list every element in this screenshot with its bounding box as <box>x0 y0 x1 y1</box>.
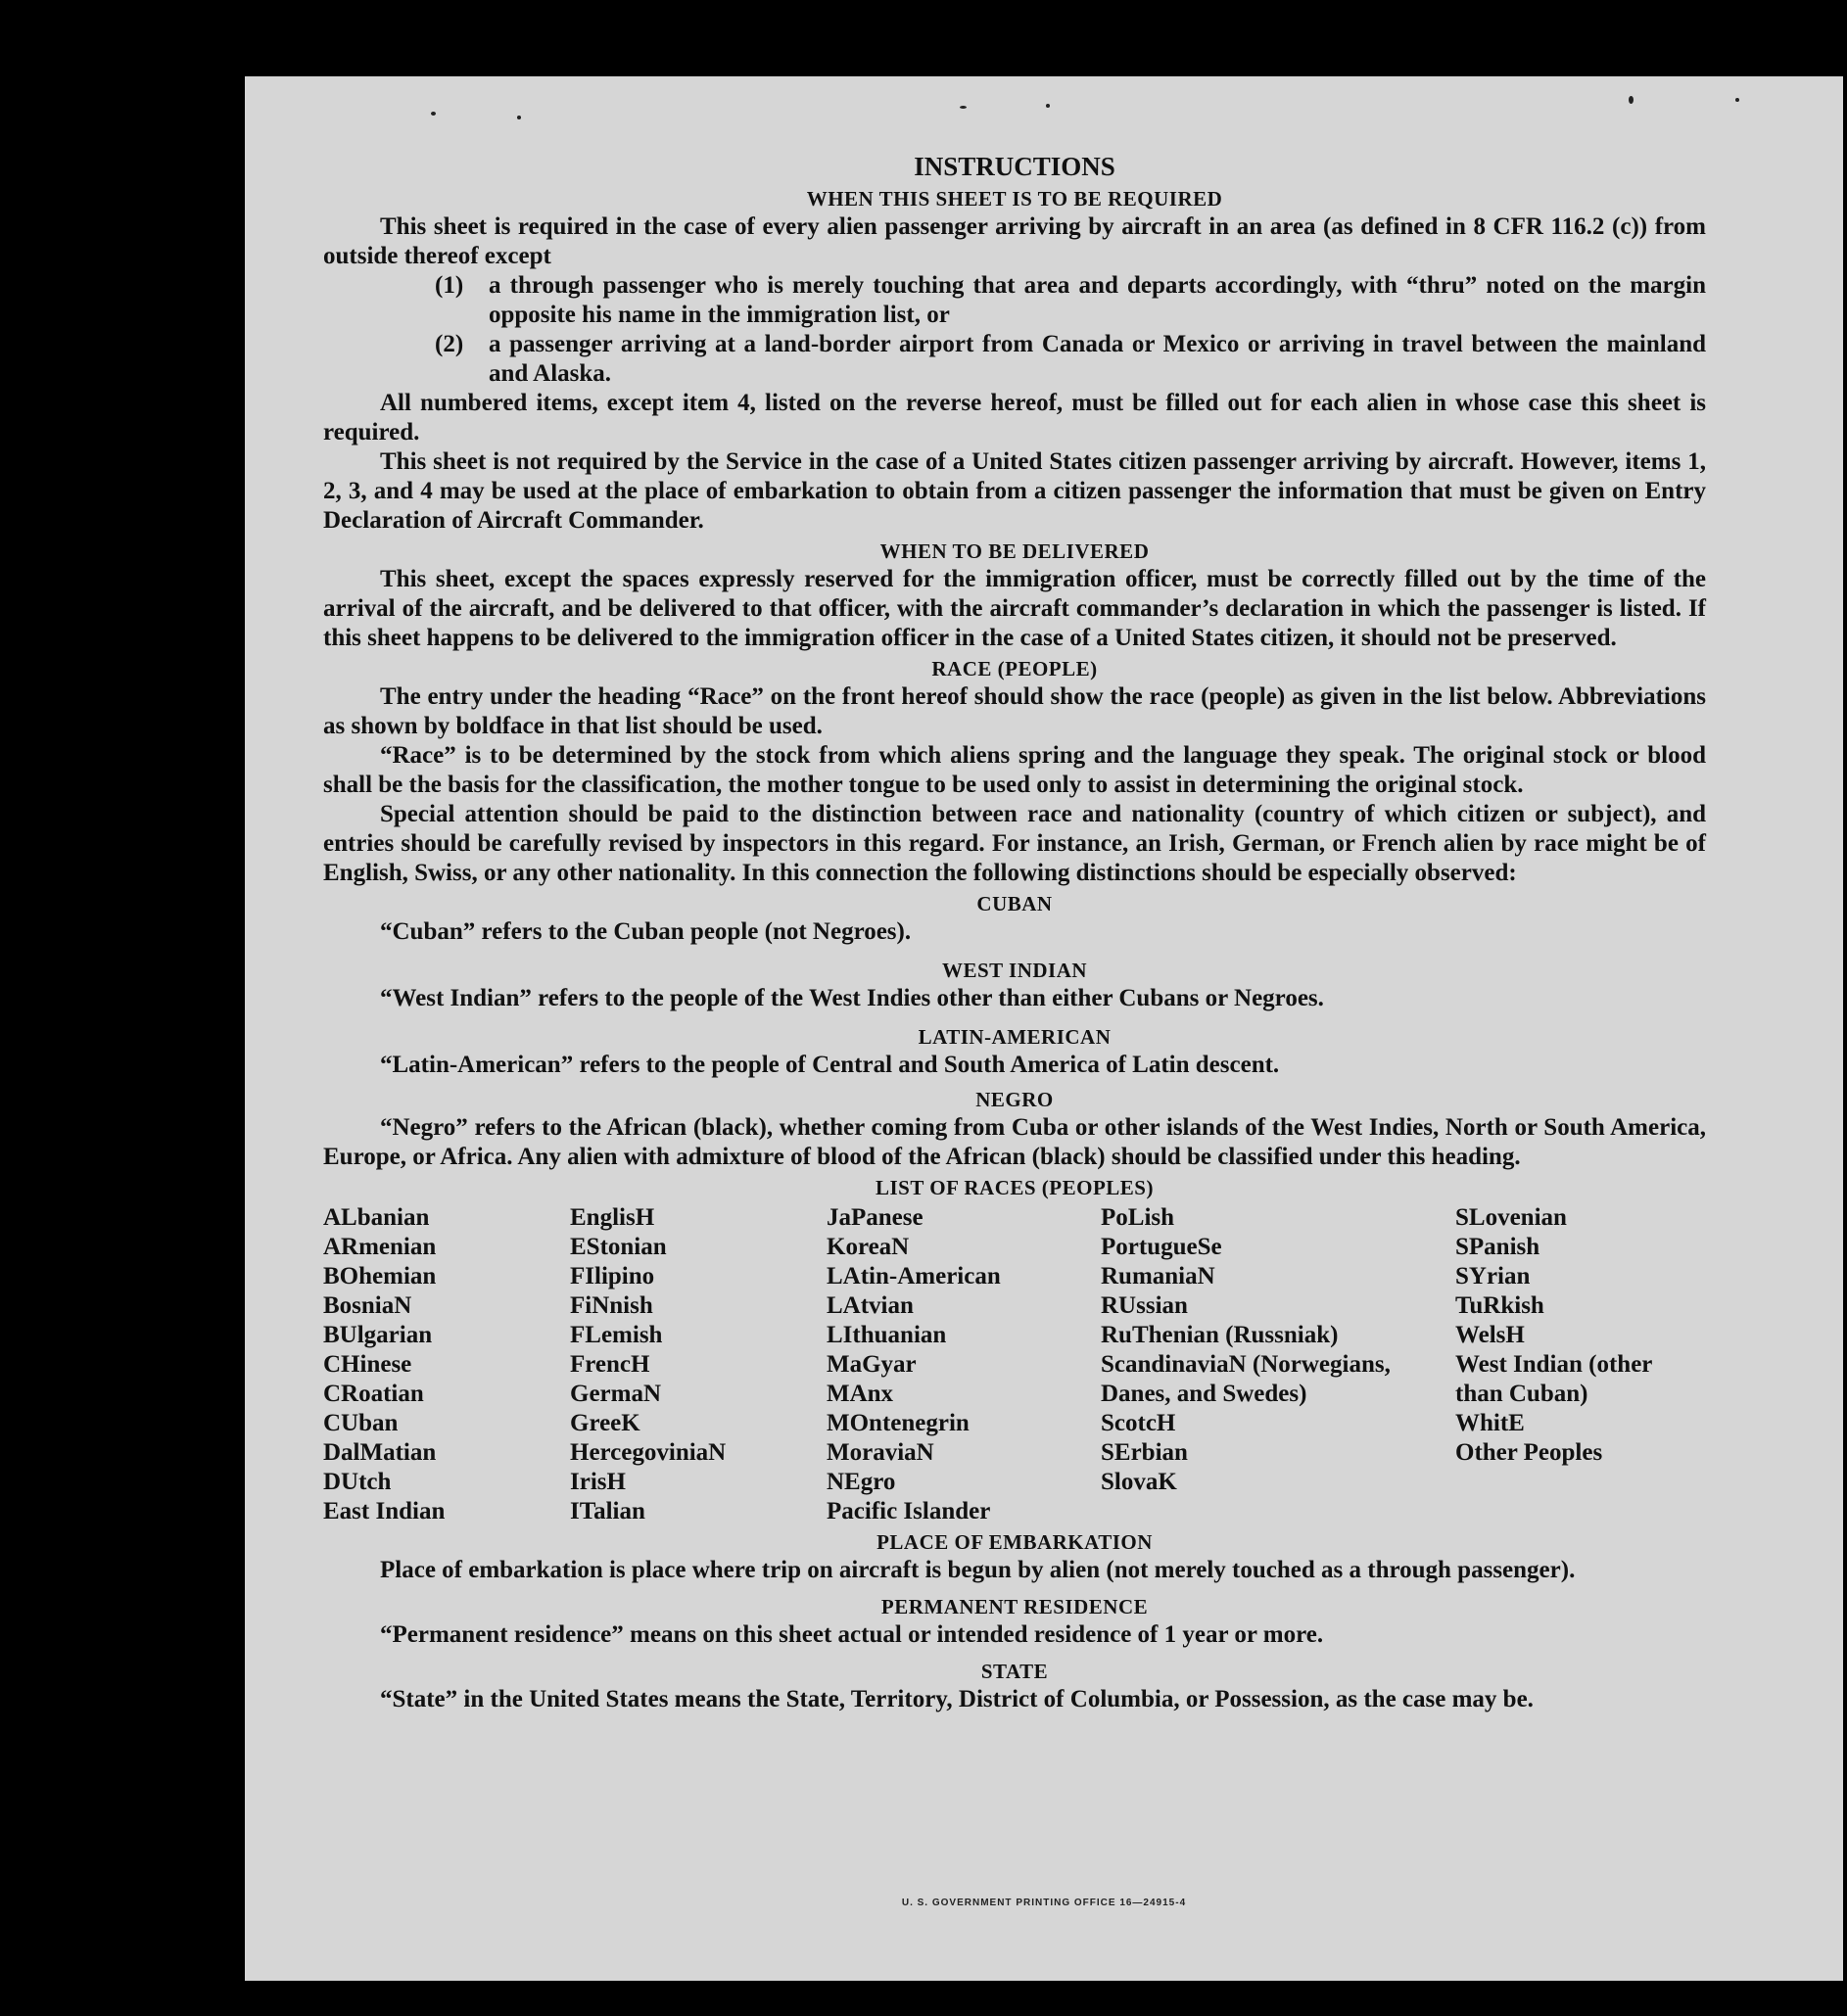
heading-cuban: CUBAN <box>976 892 1053 915</box>
race-entry: MAnx <box>827 1381 894 1407</box>
race-entry: PoLish <box>1101 1204 1175 1231</box>
race-entry: FLemish <box>570 1322 663 1348</box>
race-entry: BOhemian <box>323 1263 437 1289</box>
race-entry: Pacific Islander <box>827 1498 991 1524</box>
instructions-content <box>323 150 1706 1714</box>
heading-state: STATE <box>980 1660 1049 1683</box>
races-column-3 <box>827 1203 1101 1526</box>
race-entry: GermaN <box>570 1381 662 1407</box>
race-entry: MoraviaN <box>827 1439 934 1466</box>
race-entry: BosniaN <box>323 1292 412 1319</box>
heading-race: RACE (PEOPLE) <box>931 657 1098 680</box>
race-entry: NEgro <box>827 1469 896 1495</box>
race-entry: MOntenegrin <box>827 1410 970 1436</box>
race-entry: Other Peoples <box>1455 1439 1603 1466</box>
race-entry: IrisH <box>570 1469 626 1495</box>
races-column-5 <box>1455 1203 1706 1526</box>
race-entry: WhitE <box>1455 1410 1525 1436</box>
race-entry: FrencH <box>570 1351 650 1378</box>
cuban-definition: “Cuban” refers to the Cuban people (not Negroes). <box>380 918 912 945</box>
race-entry: LIthuanian <box>827 1322 947 1348</box>
race-entry: RumaniaN <box>1101 1263 1215 1289</box>
heading-permanent-residence: PERMANENT RESIDENCE <box>880 1595 1149 1618</box>
races-column-1 <box>323 1203 570 1526</box>
race-entry: SlovaK <box>1101 1469 1177 1495</box>
race-entry: TuRkish <box>1455 1292 1544 1319</box>
races-column-2 <box>570 1203 827 1526</box>
heading-when-delivered: WHEN TO BE DELIVERED <box>879 539 1150 563</box>
heading-west-indian: WEST INDIAN <box>941 959 1088 982</box>
race-entry: PortugueSe <box>1101 1234 1222 1260</box>
race-entry: ScotcH <box>1101 1410 1176 1436</box>
race-entry: FIlipino <box>570 1263 655 1289</box>
race-entry: WelsH <box>1455 1322 1525 1348</box>
heading-negro: NEGRO <box>975 1088 1054 1111</box>
race-entry: SYrian <box>1455 1263 1531 1289</box>
exception-item-2 <box>323 330 1706 389</box>
heading-latin-american: LATIN-AMERICAN <box>918 1025 1112 1049</box>
exception-number: (2) <box>435 331 464 357</box>
race-entry: CUban <box>323 1410 399 1436</box>
race-entry: EStonian <box>570 1234 667 1260</box>
race-entry: SLovenian <box>1455 1204 1567 1231</box>
exception-text: a passenger arriving at a land-border airport from Canada or Mexico or arriving in travel between the mainland and Alaska. <box>489 331 1706 387</box>
race-paragraph-2: “Race” is to be determined by the stock from which aliens spring and the language they speak. The original stock or blood shall be the basis for the classification, the mother tongue to be used only to assist in determining the original stock. <box>323 742 1706 798</box>
state-definition: “State” in the United States means the State, Territory, District of Columbia, or Possession, as the case may be. <box>380 1686 1534 1712</box>
race-entry: EnglisH <box>570 1204 655 1231</box>
delivered-paragraph: This sheet, except the spaces expressly reserved for the immigration officer, must be correctly filled out by the time of the arrival of the aircraft, and be delivered to that officer, with the aircraft commander’s declaration in which the passenger is listed. If this sheet happens to be delivered to the immigration officer in the case of a United States citizen, it should not be preserved. <box>323 566 1706 651</box>
negro-definition: “Negro” refers to the African (black), whether coming from Cuba or other islands of the West Indies, North or South America, Europe, or Africa. Any alien with admixture of blood of the African (black) should be classified under this heading. <box>323 1114 1706 1170</box>
race-entry: HercegoviniaN <box>570 1439 727 1466</box>
exception-text: a through passenger who is merely touching that area and departs accordingly, with “thru” noted on the margin opposite his name in the immigration list, or <box>489 272 1706 328</box>
heading-list-of-races: LIST OF RACES (PEOPLES) <box>876 1176 1154 1199</box>
race-paragraph-3: Special attention should be paid to the distinction between race and nationality (country of which citizen or subject), and entries should be carefully revised by inspectors in this regard. For instance, an Irish, German, or French alien by race might be of English, Swiss, or any other nationality. In this connection the following distinctions should be especially observed: <box>323 801 1706 886</box>
race-entry: ALbanian <box>323 1204 430 1231</box>
race-entry: FiNnish <box>570 1292 653 1319</box>
exception-item-1 <box>323 271 1706 330</box>
residence-definition: “Permanent residence” means on this sheet actual or intended residence of 1 year or more. <box>380 1621 1324 1648</box>
citizen-paragraph: This sheet is not required by the Service in the case of a United States citizen passenger arriving by aircraft. However, items 1, 2, 3, and 4 may be used at the place of embarkation to obtain from a citizen passenger the information that must be given on Entry Declaration of Aircraft Commander. <box>323 448 1706 534</box>
race-entry: RUssian <box>1101 1292 1188 1319</box>
race-entry: SPanish <box>1455 1234 1540 1260</box>
race-paragraph-1: The entry under the heading “Race” on the front hereof should show the race (people) as given in the list below. Abbreviations as shown by boldface in that list should be used. <box>323 683 1706 739</box>
race-entry: West Indian (other than Cuban) <box>1455 1351 1652 1407</box>
race-entry: LAtin-American <box>827 1263 1001 1289</box>
latin-american-definition: “Latin-American” refers to the people of Central and South America of Latin descent. <box>380 1052 1280 1078</box>
race-entry: ScandinaviaN (Norwegians, Danes, and Swedes) <box>1101 1351 1391 1407</box>
race-entry: ARmenian <box>323 1234 437 1260</box>
required-intro: This sheet is required in the case of every alien passenger arriving by aircraft in an area (as defined in 8 CFR 116.2 (c)) from outside thereof except <box>323 213 1706 269</box>
race-entry: East Indian <box>323 1498 446 1524</box>
race-entry: CHinese <box>323 1351 412 1378</box>
race-entry: RuThenian (Russniak) <box>1101 1322 1339 1348</box>
race-entry: CRoatian <box>323 1381 424 1407</box>
exception-number: (1) <box>435 272 464 299</box>
heading-when-required: WHEN THIS SHEET IS TO BE REQUIRED <box>806 187 1223 211</box>
race-entry: LAtvian <box>827 1292 914 1319</box>
race-entry: JaPanese <box>827 1204 924 1231</box>
race-entry: KoreaN <box>827 1234 910 1260</box>
page-title: INSTRUCTIONS <box>914 152 1115 181</box>
race-entry: SErbian <box>1101 1439 1188 1466</box>
race-entry: ITalian <box>570 1498 645 1524</box>
race-entry: MaGyar <box>827 1351 917 1378</box>
race-entry: DalMatian <box>323 1439 437 1466</box>
west-indian-definition: “West Indian” refers to the people of the West Indies other than either Cubans or Negroes. <box>380 985 1324 1011</box>
embarkation-definition: Place of embarkation is place where trip on aircraft is begun by alien (not merely touched as a through passenger). <box>380 1557 1576 1583</box>
races-list <box>323 1203 1706 1526</box>
heading-place-of-embarkation: PLACE OF EMBARKATION <box>876 1530 1153 1554</box>
numbered-items-paragraph: All numbered items, except item 4, listed on the reverse hereof, must be filled out for each alien in whose case this sheet is required. <box>323 390 1706 445</box>
races-column-4 <box>1101 1203 1455 1526</box>
race-entry: DUtch <box>323 1469 392 1495</box>
document-page <box>245 76 1843 1981</box>
printing-office-imprint: U. S. GOVERNMENT PRINTING OFFICE 16—24915-4 <box>901 1898 1187 1908</box>
race-entry: BUlgarian <box>323 1322 433 1348</box>
race-entry: GreeK <box>570 1410 640 1436</box>
